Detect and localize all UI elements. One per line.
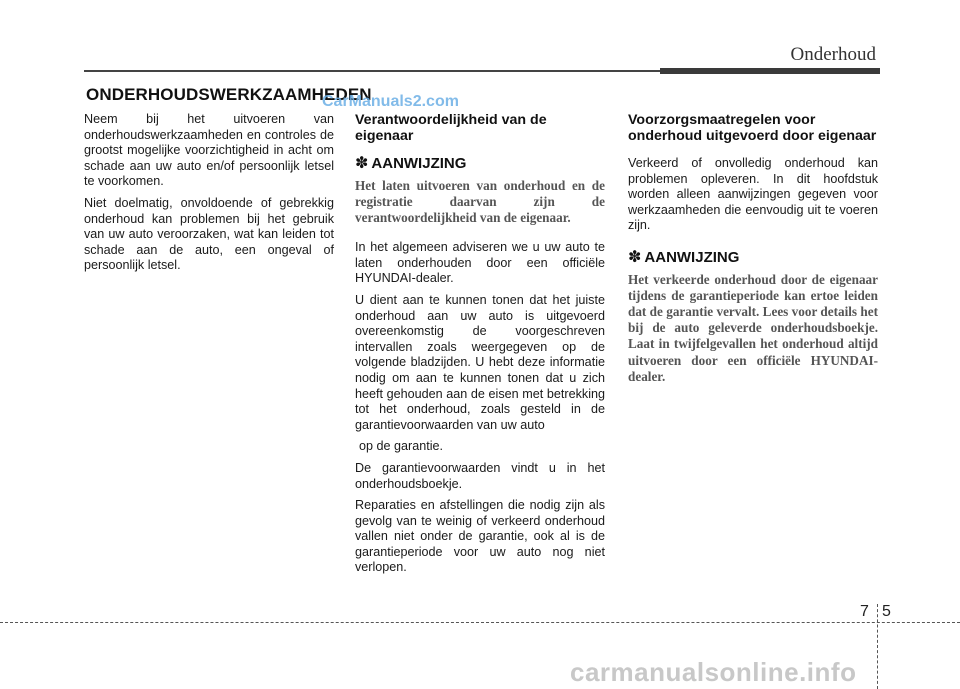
paragraph: In het algemeen adviseren we u uw auto te laten onderhouden door een officiële HYUNDAI-dealer.: [355, 240, 605, 286]
notice-title: [355, 156, 605, 172]
watermark-link-bottom[interactable]: carmanualsonline.info: [570, 657, 857, 687]
paragraph: Neem bij het uitvoeren van onderhoudswerkzaamheden en controles de grootst mogelijke voorzichtigheid in acht om schade aan uw auto en/of persoonlijk letsel te voorkomen.: [84, 112, 334, 189]
asterisk-icon: ✽: [628, 248, 642, 266]
notice-body: Het verkeerde onderhoud door de eigenaar tijdens de garantieperiode kan ertoe leiden dat de garantie vervalt. Lees voor details het bij de auto geleverde onderhoudsboekje. Laat in twijfelgevallen het onderhoud altijd uitvoeren door een officiële HYUNDAI-dealer.: [628, 271, 878, 384]
page-chapter-number: 7: [860, 603, 869, 620]
footer-dashed-divider: [877, 604, 878, 689]
subheading-owner-responsibility: Verantwoordelijkheid van de eigenaar: [355, 112, 547, 144]
chapter-title: Onderhoud: [790, 44, 876, 65]
notice-label: AANWIJZING: [644, 248, 740, 266]
column-2: [355, 112, 605, 582]
asterisk-icon: ✽: [355, 155, 369, 172]
paragraph: Verkeerd of onvolledig onderhoud kan problemen opleveren. In dit hoofdstuk worden alleen aanwijzingen gegeven voor werkzaamheden die eenvoudig uit te voeren zijn.: [628, 156, 878, 233]
subheading-owner-maintenance-precautions: Voorzorgsmaatregelen voor onderhoud uitgevoerd door eigenaar: [628, 112, 877, 144]
header-rule: [84, 70, 660, 72]
watermark-link-top[interactable]: CarManuals2.com: [322, 93, 459, 110]
paragraph: Niet doelmatig, onvoldoende of gebrekkig onderhoud kan problemen bij het gebruik van uw auto veroorzaken, wat kan leiden tot schade aan de auto, een ongeval of persoonlijk letsel.: [84, 195, 334, 273]
page-number: 5: [882, 603, 891, 620]
paragraph: U dient aan te kunnen tonen dat het juiste onderhoud aan uw auto is uitgevoerd overeenkomstig de voorgeschreven intervallen zoals weergegeven op de volgende bladzijden. U hebt deze informatie nodig om aan te kunnen tonen dat u zich heeft gehouden aan de eisen met betrekking tot het onderhoud, zoals gesteld in de garantievoorwaarden van uw auto: [355, 292, 605, 432]
paragraph: De garantievoorwaarden vindt u in het onderhoudsboekje.: [355, 460, 605, 491]
paragraph: op de garantie.: [359, 439, 444, 454]
notice-body: Het laten uitvoeren van onderhoud en de registratie daarvan zijn de verantwoordelijkheid van de eigenaar.: [355, 177, 605, 225]
section-heading: ONDERHOUDSWERKZAAMHEDEN: [86, 85, 372, 104]
header-rule-accent: [660, 68, 880, 74]
column-3: [628, 112, 878, 399]
paragraph: Reparaties en afstellingen die nodig zijn als gevolg van te weinig of verkeerd onderhoud vallen niet onder de garantie, ook al is de garantieperiode voor uw auto nog niet verlopen.: [355, 498, 605, 575]
notice-title: [628, 250, 878, 266]
column-1: [84, 112, 334, 280]
footer-dashed-rule: [0, 622, 960, 623]
notice-label: AANWIJZING: [371, 155, 467, 172]
